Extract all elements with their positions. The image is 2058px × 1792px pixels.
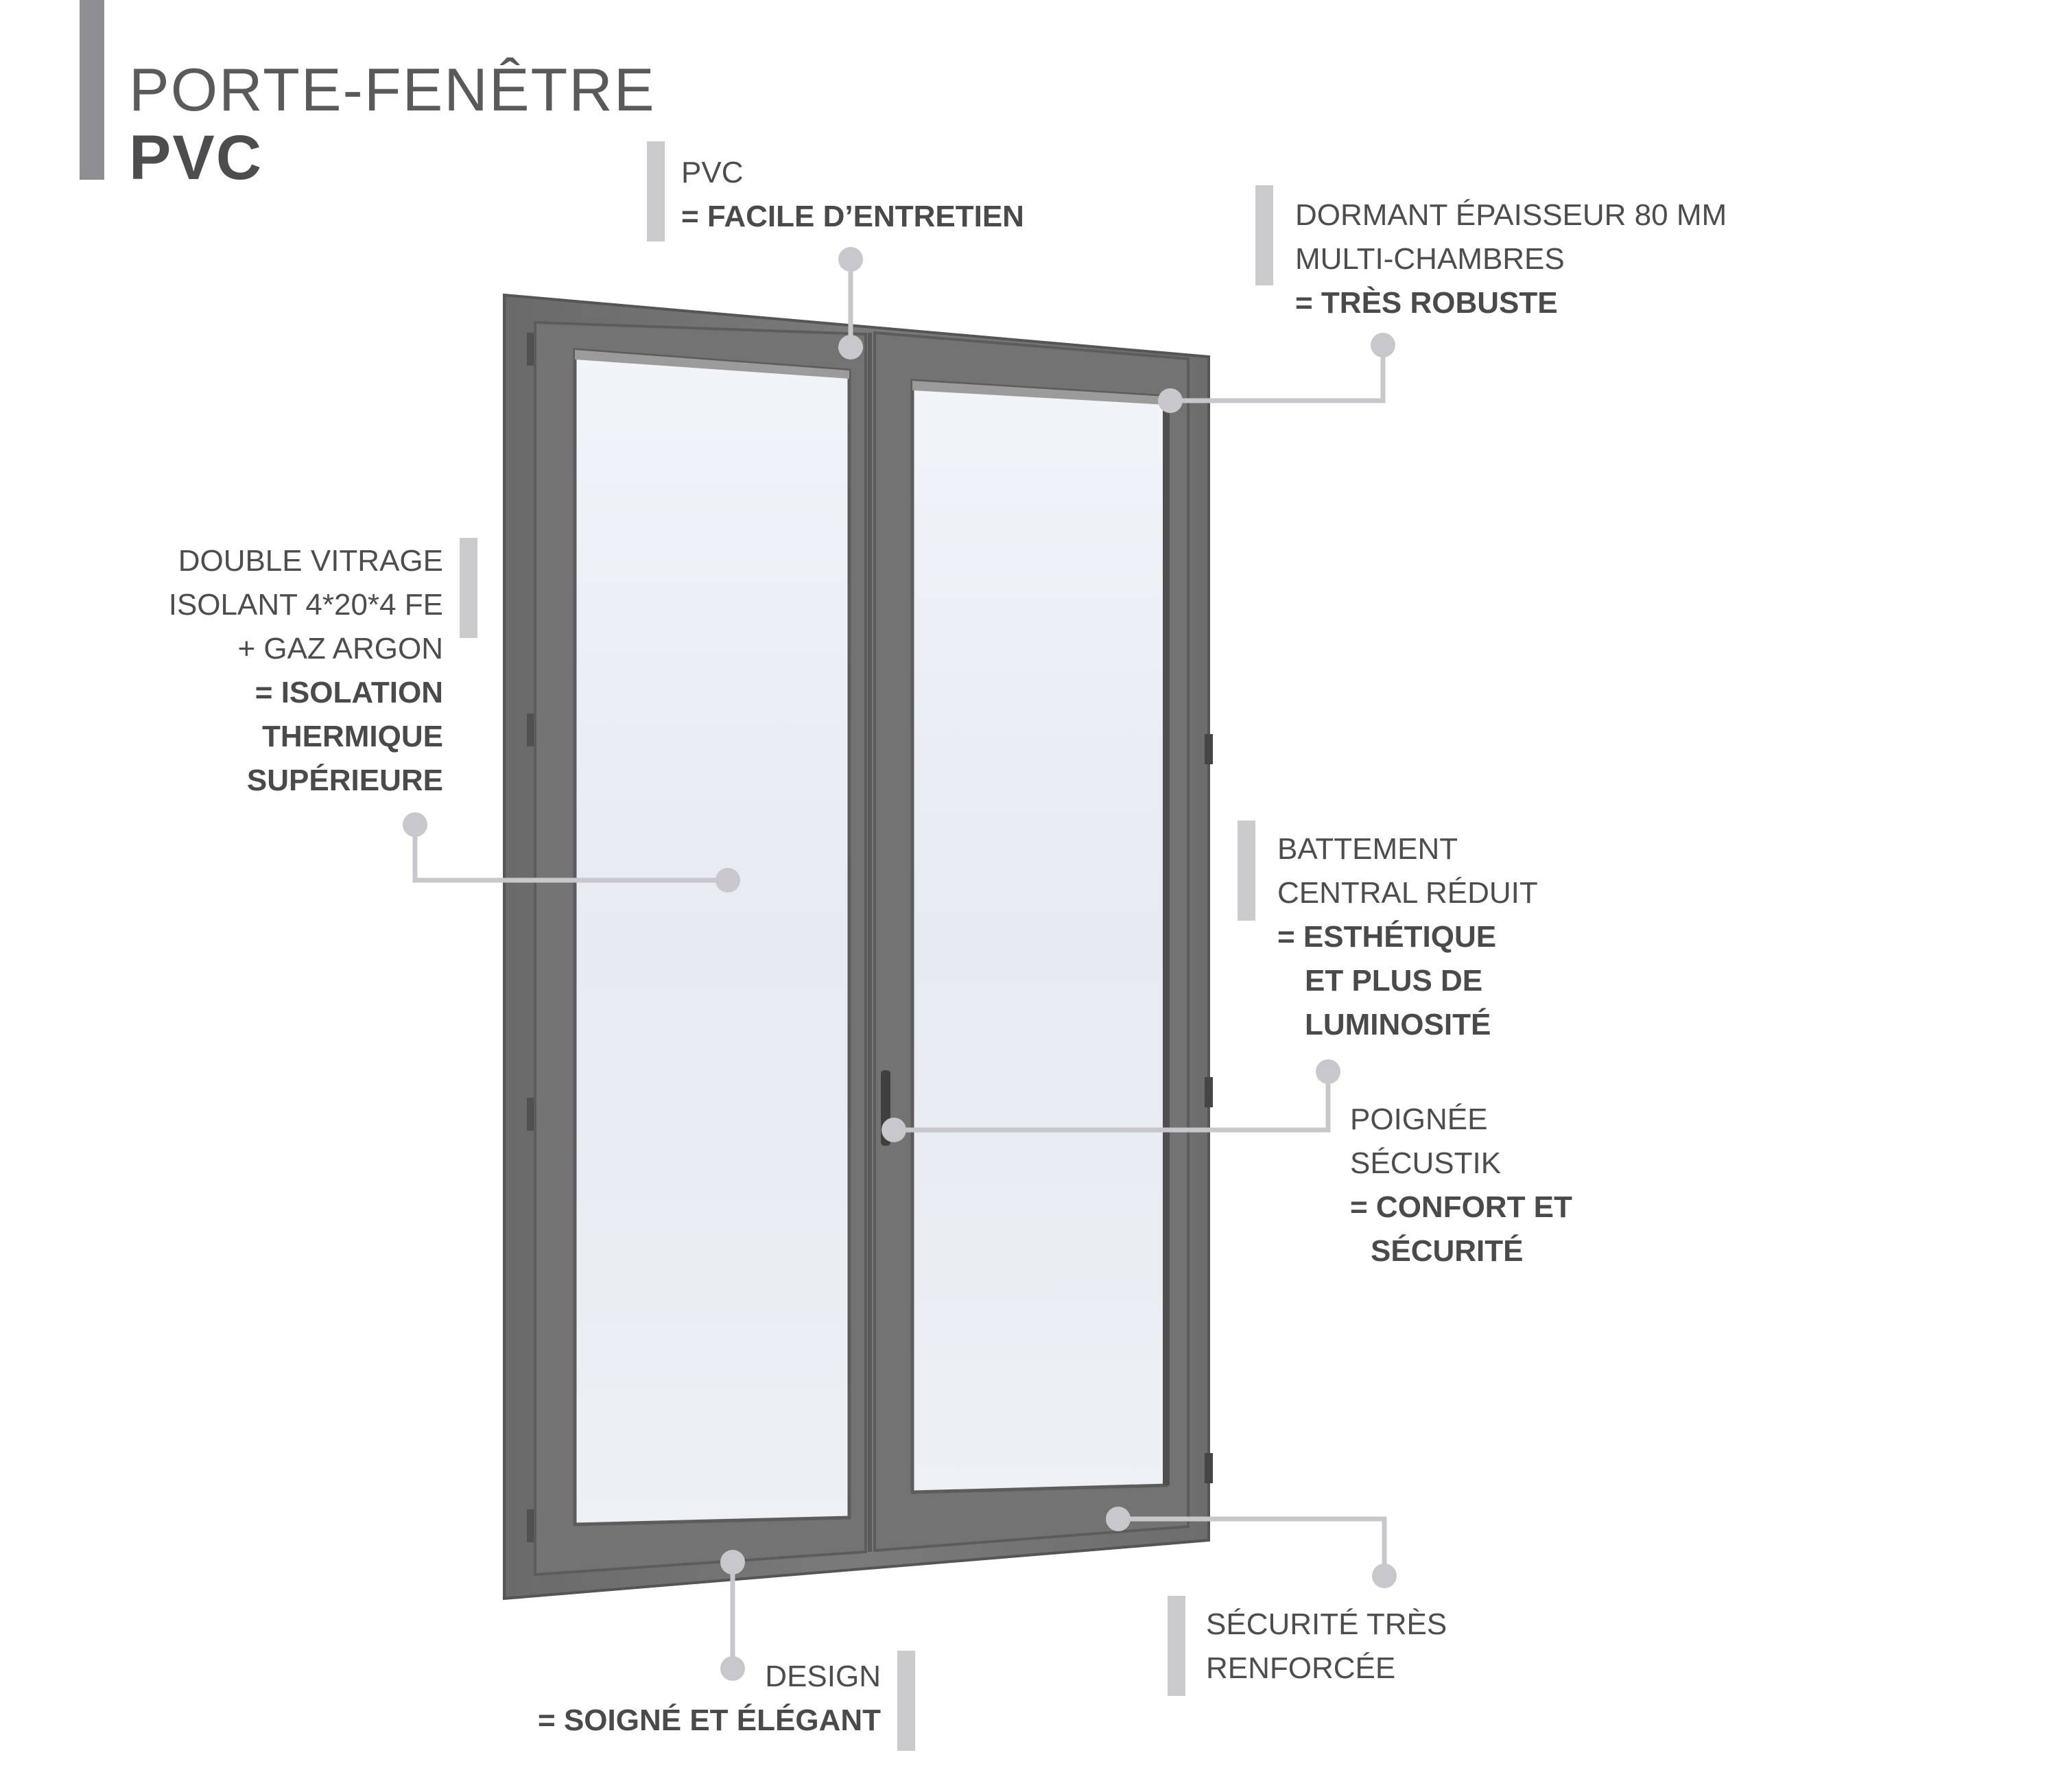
- page-title: PORTE-FENÊTRE: [129, 56, 656, 123]
- callout-bar: [1168, 1596, 1185, 1696]
- callout-design: DESIGN = SOIGNÉ ET ÉLÉGANT: [538, 1660, 881, 1737]
- callout-dormant: DORMANT ÉPAISSEUR 80 MM MULTI-CHAMBRES = TRÈS ROBUSTE: [1295, 198, 1727, 320]
- callout-highlight: TRÈS ROBUSTE: [1321, 286, 1558, 320]
- callout-dot: [1372, 1564, 1397, 1588]
- hinge: [527, 714, 534, 746]
- callout-highlight: ESTHÉTIQUE: [1303, 920, 1497, 954]
- callout-dot: [720, 1550, 745, 1575]
- callout-bar: [647, 141, 665, 241]
- callout-highlight: FACILE D’ENTRETIEN: [707, 200, 1024, 233]
- callout-highlight: CONFORT ET: [1375, 1190, 1572, 1224]
- callout-dot: [1316, 1059, 1340, 1084]
- callout-highlight: ISOLATION: [281, 676, 443, 709]
- callout-dot: [403, 812, 427, 837]
- hinge: [527, 1509, 534, 1542]
- right-glass: [912, 381, 1166, 1492]
- callout-battement: BATTEMENT CENTRAL RÉDUIT = ESTHÉTIQUE ET PLUS DE LUMINOSITÉ: [1277, 832, 1538, 1041]
- callout-bar: [1238, 821, 1255, 921]
- callout-bar: [460, 538, 477, 638]
- callout-poignee: POIGNÉE SÉCUSTIK = CONFORT ET SÉCURITÉ: [1350, 1103, 1572, 1268]
- callout-securite: SÉCURITÉ TRÈS RENFORCÉE: [1206, 1607, 1447, 1685]
- callout-bar: [1255, 185, 1273, 285]
- hinge: [527, 333, 534, 366]
- hinge: [1205, 734, 1213, 764]
- callout-vitrage: DOUBLE VITRAGE ISOLANT 4*20*4 FE + GAZ ARGON = ISOLATION THERMIQUE SUPÉRIEURE: [168, 544, 443, 797]
- callout-dot: [882, 1118, 906, 1142]
- callout-bar: [897, 1651, 915, 1751]
- left-glass: [575, 350, 849, 1524]
- callout-dot: [1371, 333, 1395, 357]
- callout-dot: [838, 335, 863, 359]
- hinge: [1205, 1077, 1213, 1107]
- callout-text: PVC: [681, 156, 744, 189]
- page-subtitle: PVC: [129, 123, 263, 193]
- callout-pvc: PVC = FACILE D’ENTRETIEN: [681, 151, 1024, 239]
- callout-dot: [715, 868, 740, 893]
- hinge: [1205, 1453, 1213, 1483]
- hinge: [527, 1098, 534, 1131]
- callout-highlight: SOIGNÉ ET ÉLÉGANT: [563, 1703, 881, 1737]
- callout-dot: [1158, 388, 1183, 413]
- callout-dot: [838, 247, 863, 272]
- callout-dot: [1106, 1507, 1131, 1531]
